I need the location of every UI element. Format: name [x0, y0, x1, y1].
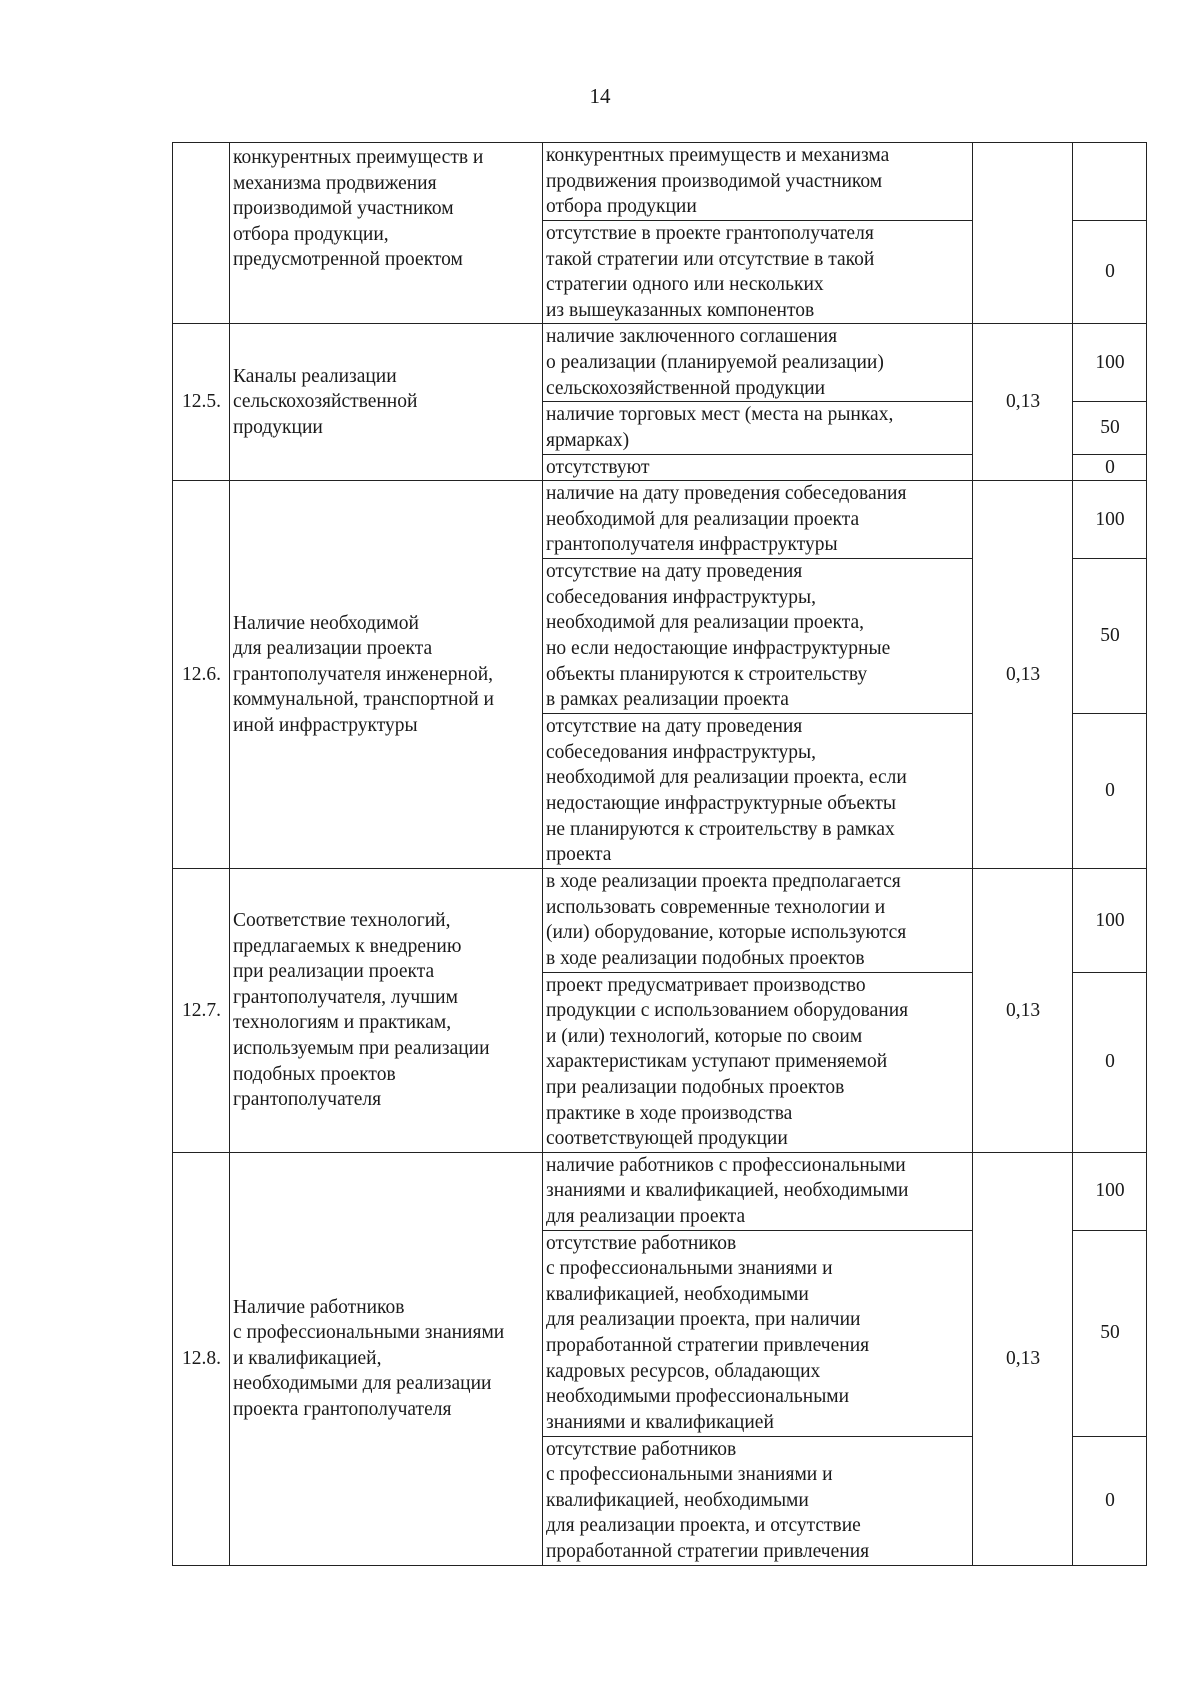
- criteria-table: [172, 142, 1147, 1566]
- criterion-number: 12.6.: [173, 481, 230, 869]
- table-row: [173, 1152, 1147, 1230]
- criterion-number: [173, 143, 230, 324]
- option-condition: отсутствуют: [543, 454, 973, 481]
- option-score: [1073, 143, 1147, 221]
- option-score: 50: [1073, 559, 1147, 714]
- criterion-name: Наличие работников с профессиональными знаниями и квалификацией, необходимыми для реализации проекта грантополучателя: [230, 1152, 543, 1565]
- option-condition: отсутствие работников с профессиональными знаниями и квалификацией, необходимыми для реализации проекта, при наличии проработанной стратегии привлечения кадровых ресурсов, обладающих необходимыми профессиональными знаниями и квалификацией: [543, 1230, 973, 1436]
- option-score: 100: [1073, 324, 1147, 402]
- option-score: 100: [1073, 1152, 1147, 1230]
- option-condition: наличие работников с профессиональными знаниями и квалификацией, необходимыми для реализации проекта: [543, 1152, 973, 1230]
- criterion-number: 12.7.: [173, 869, 230, 1153]
- criterion-name: Наличие необходимой для реализации проекта грантополучателя инженерной, коммунальной, транспортной и иной инфраструктуры: [230, 481, 543, 869]
- table-row: [173, 324, 1147, 402]
- option-score: 0: [1073, 221, 1147, 324]
- criterion-weight: [973, 143, 1073, 324]
- criterion-weight: 0,13: [973, 324, 1073, 481]
- criterion-number: 12.8.: [173, 1152, 230, 1565]
- criterion-number: 12.5.: [173, 324, 230, 481]
- option-score: 100: [1073, 869, 1147, 972]
- option-condition: отсутствие работников с профессиональными знаниями и квалификацией, необходимыми для реализации проекта, и отсутствие проработанной стратегии привлечения: [543, 1436, 973, 1565]
- option-score: 0: [1073, 454, 1147, 481]
- criterion-weight: 0,13: [973, 481, 1073, 869]
- option-condition: наличие заключенного соглашения о реализации (планируемой реализации) сельскохозяйственной продукции: [543, 324, 973, 402]
- criterion-name: Каналы реализации сельскохозяйственной продукции: [230, 324, 543, 481]
- option-condition: наличие торговых мест (места на рынках, ярмарках): [543, 402, 973, 454]
- option-score: 100: [1073, 481, 1147, 559]
- criterion-name: Соответствие технологий, предлагаемых к внедрению при реализации проекта грантополучателя, лучшим технологиям и практикам, используемым при реализации подобных проектов грантополучателя: [230, 869, 543, 1153]
- option-score: 0: [1073, 714, 1147, 869]
- criterion-weight: 0,13: [973, 1152, 1073, 1565]
- option-condition: конкурентных преимуществ и механизма продвижения производимой участником отбора продукции: [543, 143, 973, 221]
- option-condition: отсутствие в проекте грантополучателя такой стратегии или отсутствие в такой стратегии одного или нескольких из вышеуказанных компонентов: [543, 221, 973, 324]
- option-condition: отсутствие на дату проведения собеседования инфраструктуры, необходимой для реализации проекта, если недостающие инфраструктурные объекты не планируются к строительству в рамках проекта: [543, 714, 973, 869]
- criterion-name: конкурентных преимуществ и механизма продвижения производимой участником отбора продукции, предусмотренной проектом: [230, 143, 543, 324]
- table-row: [173, 143, 1147, 221]
- option-score: 0: [1073, 1436, 1147, 1565]
- table-row: [173, 481, 1147, 559]
- option-condition: отсутствие на дату проведения собеседования инфраструктуры, необходимой для реализации проекта, но если недостающие инфраструктурные объекты планируются к строительству в рамках реализации проекта: [543, 559, 973, 714]
- page-number: 14: [589, 84, 611, 108]
- option-score: 50: [1073, 1230, 1147, 1436]
- option-score: 0: [1073, 972, 1147, 1152]
- table-row: [173, 869, 1147, 972]
- criterion-weight: 0,13: [973, 869, 1073, 1153]
- option-score: 50: [1073, 402, 1147, 454]
- option-condition: проект предусматривает производство продукции с использованием оборудования и (или) технологий, которые по своим характеристикам уступают применяемой при реализации подобных проектов практике в ходе производства соответствующей продукции: [543, 972, 973, 1152]
- option-condition: наличие на дату проведения собеседования необходимой для реализации проекта грантополучателя инфраструктуры: [543, 481, 973, 559]
- option-condition: в ходе реализации проекта предполагается использовать современные технологии и (или) оборудование, которые используются в ходе реализации подобных проектов: [543, 869, 973, 972]
